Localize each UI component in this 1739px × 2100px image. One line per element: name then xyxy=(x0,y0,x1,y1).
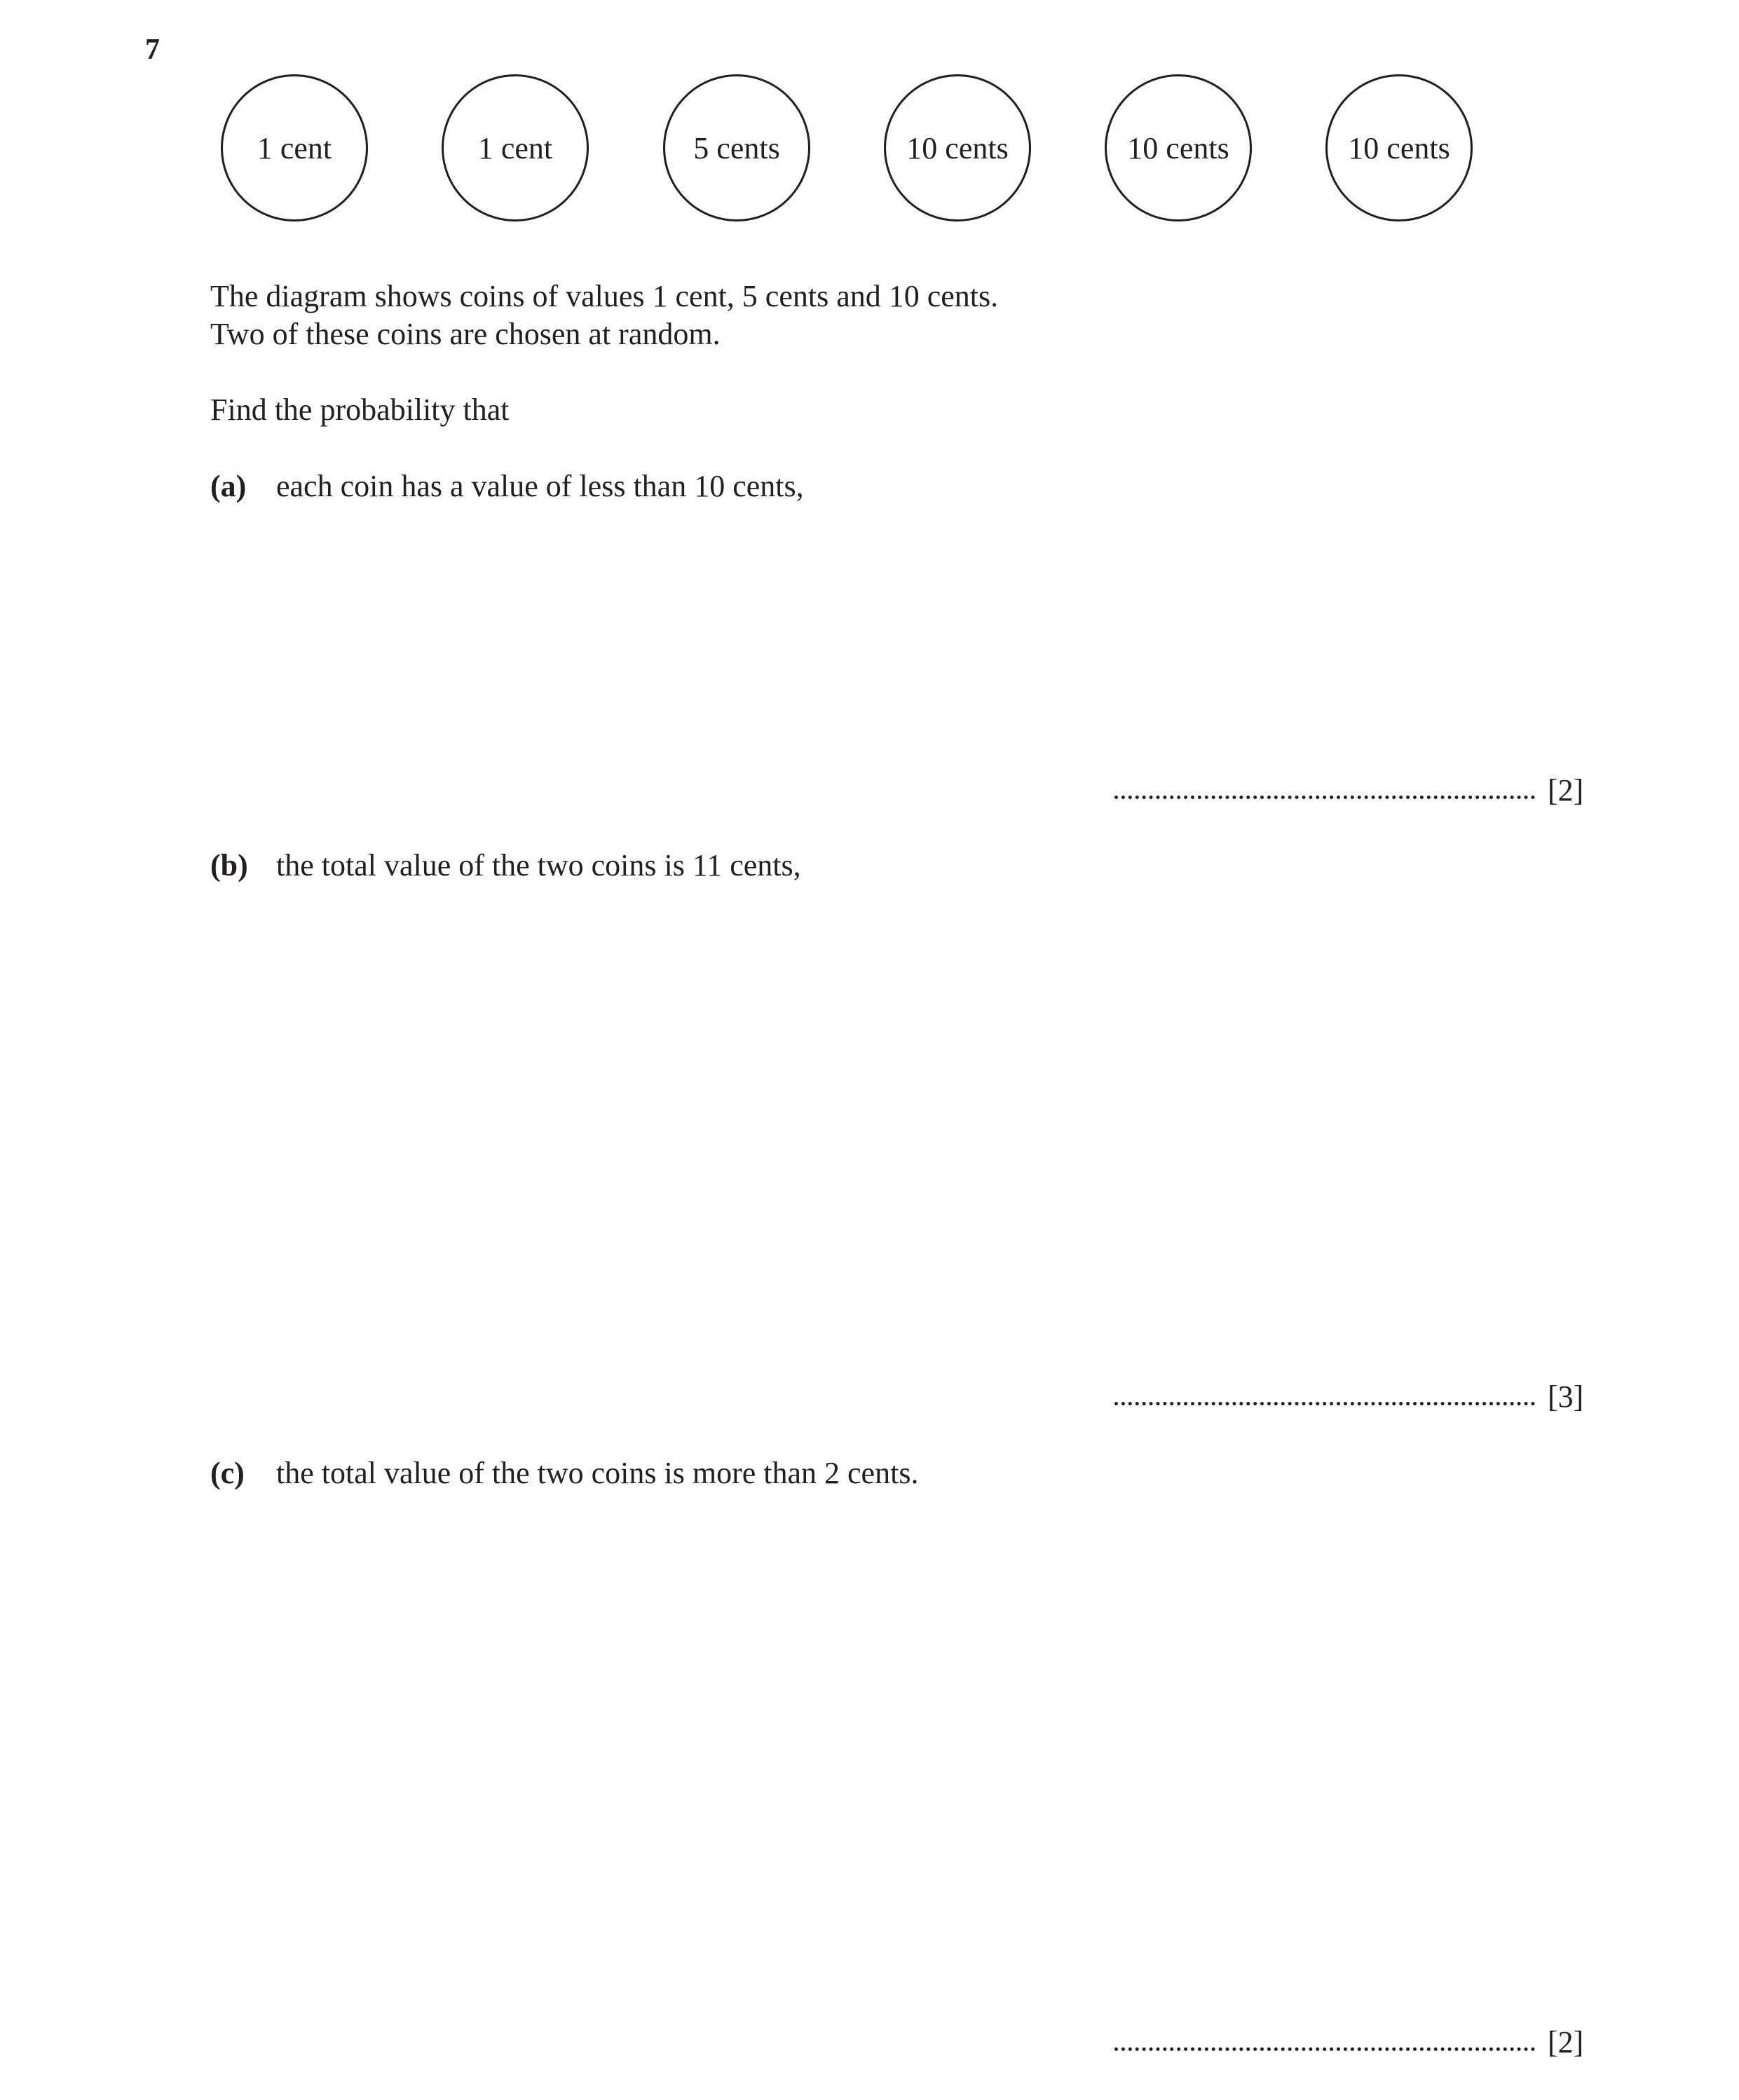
intro-line-2: Two of these coins are chosen at random. xyxy=(210,317,721,351)
coin xyxy=(663,74,810,221)
coin-label: 10 cents xyxy=(1348,130,1450,165)
coin-label: 1 cent xyxy=(477,130,553,165)
coin-label: 10 cents xyxy=(906,130,1009,165)
question-number: 7 xyxy=(145,34,160,66)
part-a-letter: (a) xyxy=(210,469,247,503)
answer-dotted-line[interactable] xyxy=(1114,1402,1535,1405)
coin-diagram xyxy=(0,0,1739,238)
part-a-marks: [2] xyxy=(1548,773,1584,807)
answer-dotted-line[interactable] xyxy=(1114,2047,1535,2051)
intro-line-1: The diagram shows coins of values 1 cent, 5 cents and 10 cents. xyxy=(210,279,999,313)
part-b-answer-line[interactable] xyxy=(1114,1379,1584,1414)
part-c-marks: [2] xyxy=(1548,2025,1584,2059)
part-b-letter: (b) xyxy=(210,848,248,882)
coin xyxy=(221,74,368,221)
answer-dotted-line[interactable] xyxy=(1114,796,1535,799)
coin-label: 1 cent xyxy=(257,130,332,165)
intro-line-3: Find the probability that xyxy=(210,393,510,427)
part-c-answer-line[interactable] xyxy=(1114,2027,1583,2058)
coin xyxy=(1105,74,1252,221)
part-c-text: the total value of the two coins is more than 2 cents. xyxy=(276,1456,919,1490)
coin-label: 10 cents xyxy=(1127,130,1229,165)
coin xyxy=(442,74,589,221)
coin xyxy=(1325,74,1473,221)
coin-label: 5 cents xyxy=(693,130,780,165)
part-a-answer-line[interactable] xyxy=(1114,775,1583,806)
part-b-marks: [3] xyxy=(1548,1379,1584,1414)
part-b-text: the total value of the two coins is 11 cents, xyxy=(276,848,801,882)
part-a-text: each coin has a value of less than 10 cents, xyxy=(276,469,804,503)
coin xyxy=(884,74,1031,221)
part-c-letter: (c) xyxy=(210,1456,245,1490)
